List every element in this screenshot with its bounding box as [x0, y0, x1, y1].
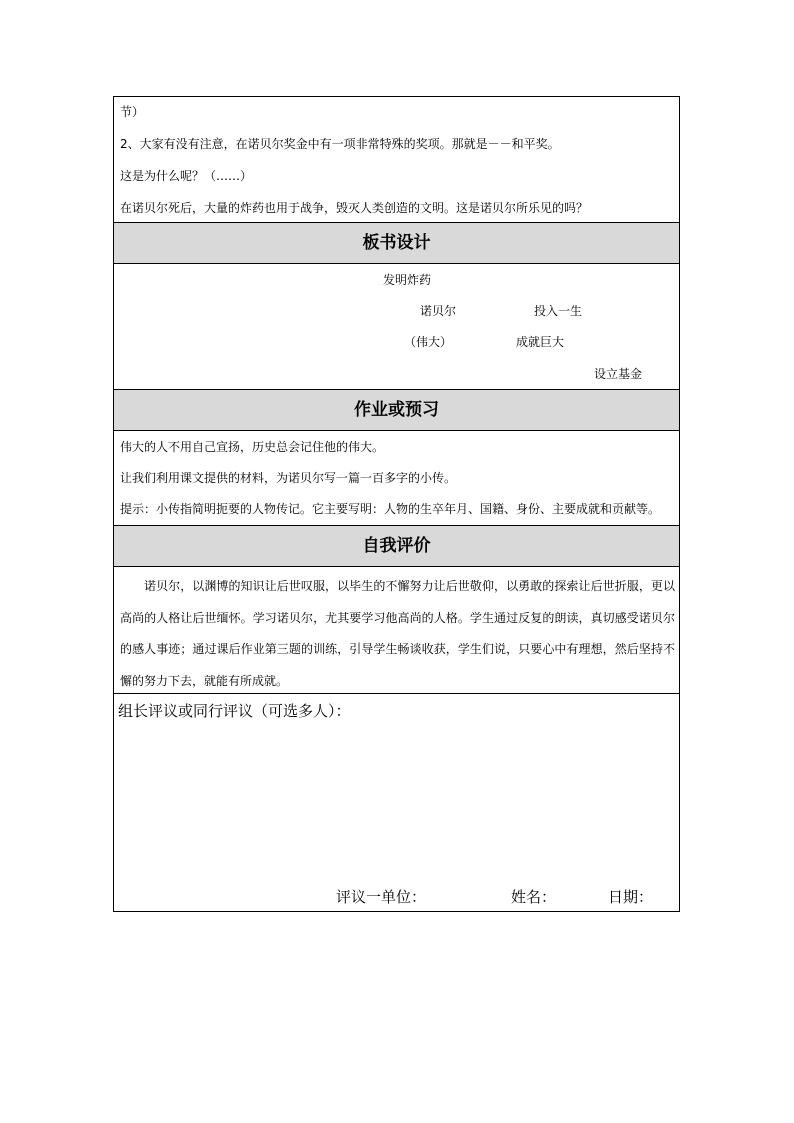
self-evaluation-heading: 自我评价: [114, 526, 679, 567]
board-design-heading: 板书设计: [114, 223, 679, 264]
lesson-line: 在诺贝尔死后，大量的炸药也用于战争，毁灭人类创造的文明。这是诺贝尔所乐见的吗？: [120, 201, 589, 215]
board-item: 设立基金: [594, 367, 643, 381]
homework-section: [114, 431, 679, 526]
lesson-line: 节）: [120, 105, 145, 119]
teaching-process-section: [114, 97, 679, 223]
board-item: 发明炸药: [383, 273, 432, 287]
review-date-label: 日期：: [608, 888, 654, 906]
homework-line: 伟大的人不用自己宣扬，历史总会记住他的伟大。: [120, 440, 385, 454]
board-item: （伟大）: [404, 335, 453, 349]
board-item: 诺贝尔: [420, 304, 457, 318]
homework-line: 提示：小传指简明扼要的人物传记。它主要写明：人物的生卒年月、国籍、身份、主要成就和贡献等。: [120, 502, 661, 516]
review-unit-label: 评议一单位：: [336, 888, 427, 906]
peer-review-section[interactable]: [114, 694, 679, 911]
lesson-line: 这是为什么呢？（……）: [120, 169, 253, 183]
self-evaluation-section: [114, 567, 679, 694]
board-item: 成就巨大: [516, 335, 565, 349]
lesson-plan-table: [113, 96, 680, 912]
homework-heading: 作业或预习: [114, 390, 679, 431]
board-design-section: [114, 264, 679, 390]
reviewer-name-label: 姓名：: [511, 888, 557, 906]
lesson-line: 2、大家有没有注意，在诺贝尔奖金中有一项非常特殊的奖项。那就是－－和平奖。: [120, 137, 560, 151]
board-item: 投入一生: [534, 304, 583, 318]
homework-line: 让我们利用课文提供的材料，为诺贝尔写一篇一百多字的小传。: [120, 471, 457, 485]
peer-review-label: 组长评议或同行评议（可选多人）：: [118, 702, 351, 720]
self-evaluation-text: 诺贝尔，以渊博的知识让后世叹服，以毕生的不懈努力让后世敬仰，以勇敢的探索让后世折服，更以高尚的人格让后世缅怀。学习诺贝尔，尤其要学习他高尚的人格。学生通过反复的朗读，真切感受诺贝尔的感人事迹；通过课后作业第三题的训练，引导学生畅谈收获，学生们说，只要心中有理想，然后坚持不懈的努力下去，就能有所成就。: [120, 579, 675, 688]
